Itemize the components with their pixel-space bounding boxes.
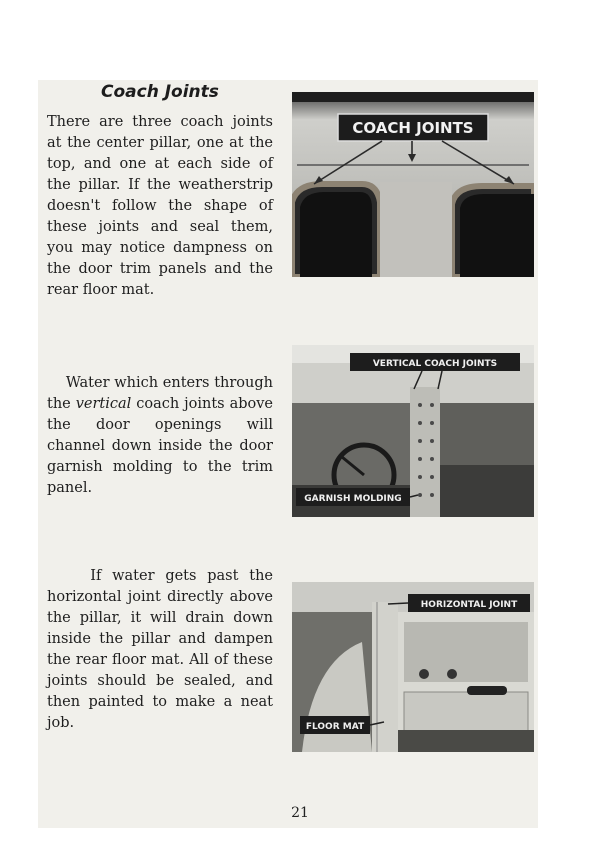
paragraph-horizontal-joint <box>47 566 273 734</box>
label-floor-mat: FLOOR MAT <box>305 722 365 732</box>
photo-vertical-joints <box>292 345 534 517</box>
photo-coach-joints <box>292 92 534 277</box>
para2-before: the <box>47 396 71 412</box>
para2-lead: Water which enters through <box>65 375 273 391</box>
label-horizontal-joint: HORIZONTAL JOINT <box>420 600 518 610</box>
para3-text: If water gets past the horizontal joint directly above the pillar, it will drain down inside the pillar and dampen the rear floor mat. All of these joints should be sealed, and then painted to make a neat job. <box>47 568 273 731</box>
para2-emphasis: vertical <box>75 396 132 412</box>
paragraph-vertical-joints <box>47 373 273 499</box>
para2-after: coach joints above the door openings will channel down inside the door garnish molding to the trim panel. <box>47 396 273 496</box>
page-number: 21 <box>291 805 309 821</box>
photo-horizontal-joint <box>292 582 534 752</box>
paragraph-coach-joints: There are three coach joints at the center pillar, one at the top, and one at each side of the pillar. If the weatherstrip doesn't follow the shape of these joints and seal them, you may notice dampness on the door trim panels and the rear floor mat. <box>47 114 273 298</box>
label-garnish-molding: GARNISH MOLDING <box>304 494 402 504</box>
label-vertical-coach-joints: VERTICAL COACH JOINTS <box>372 359 498 369</box>
label-coach-joints: COACH JOINTS <box>352 119 474 137</box>
section-heading: Coach Joints <box>101 82 219 102</box>
